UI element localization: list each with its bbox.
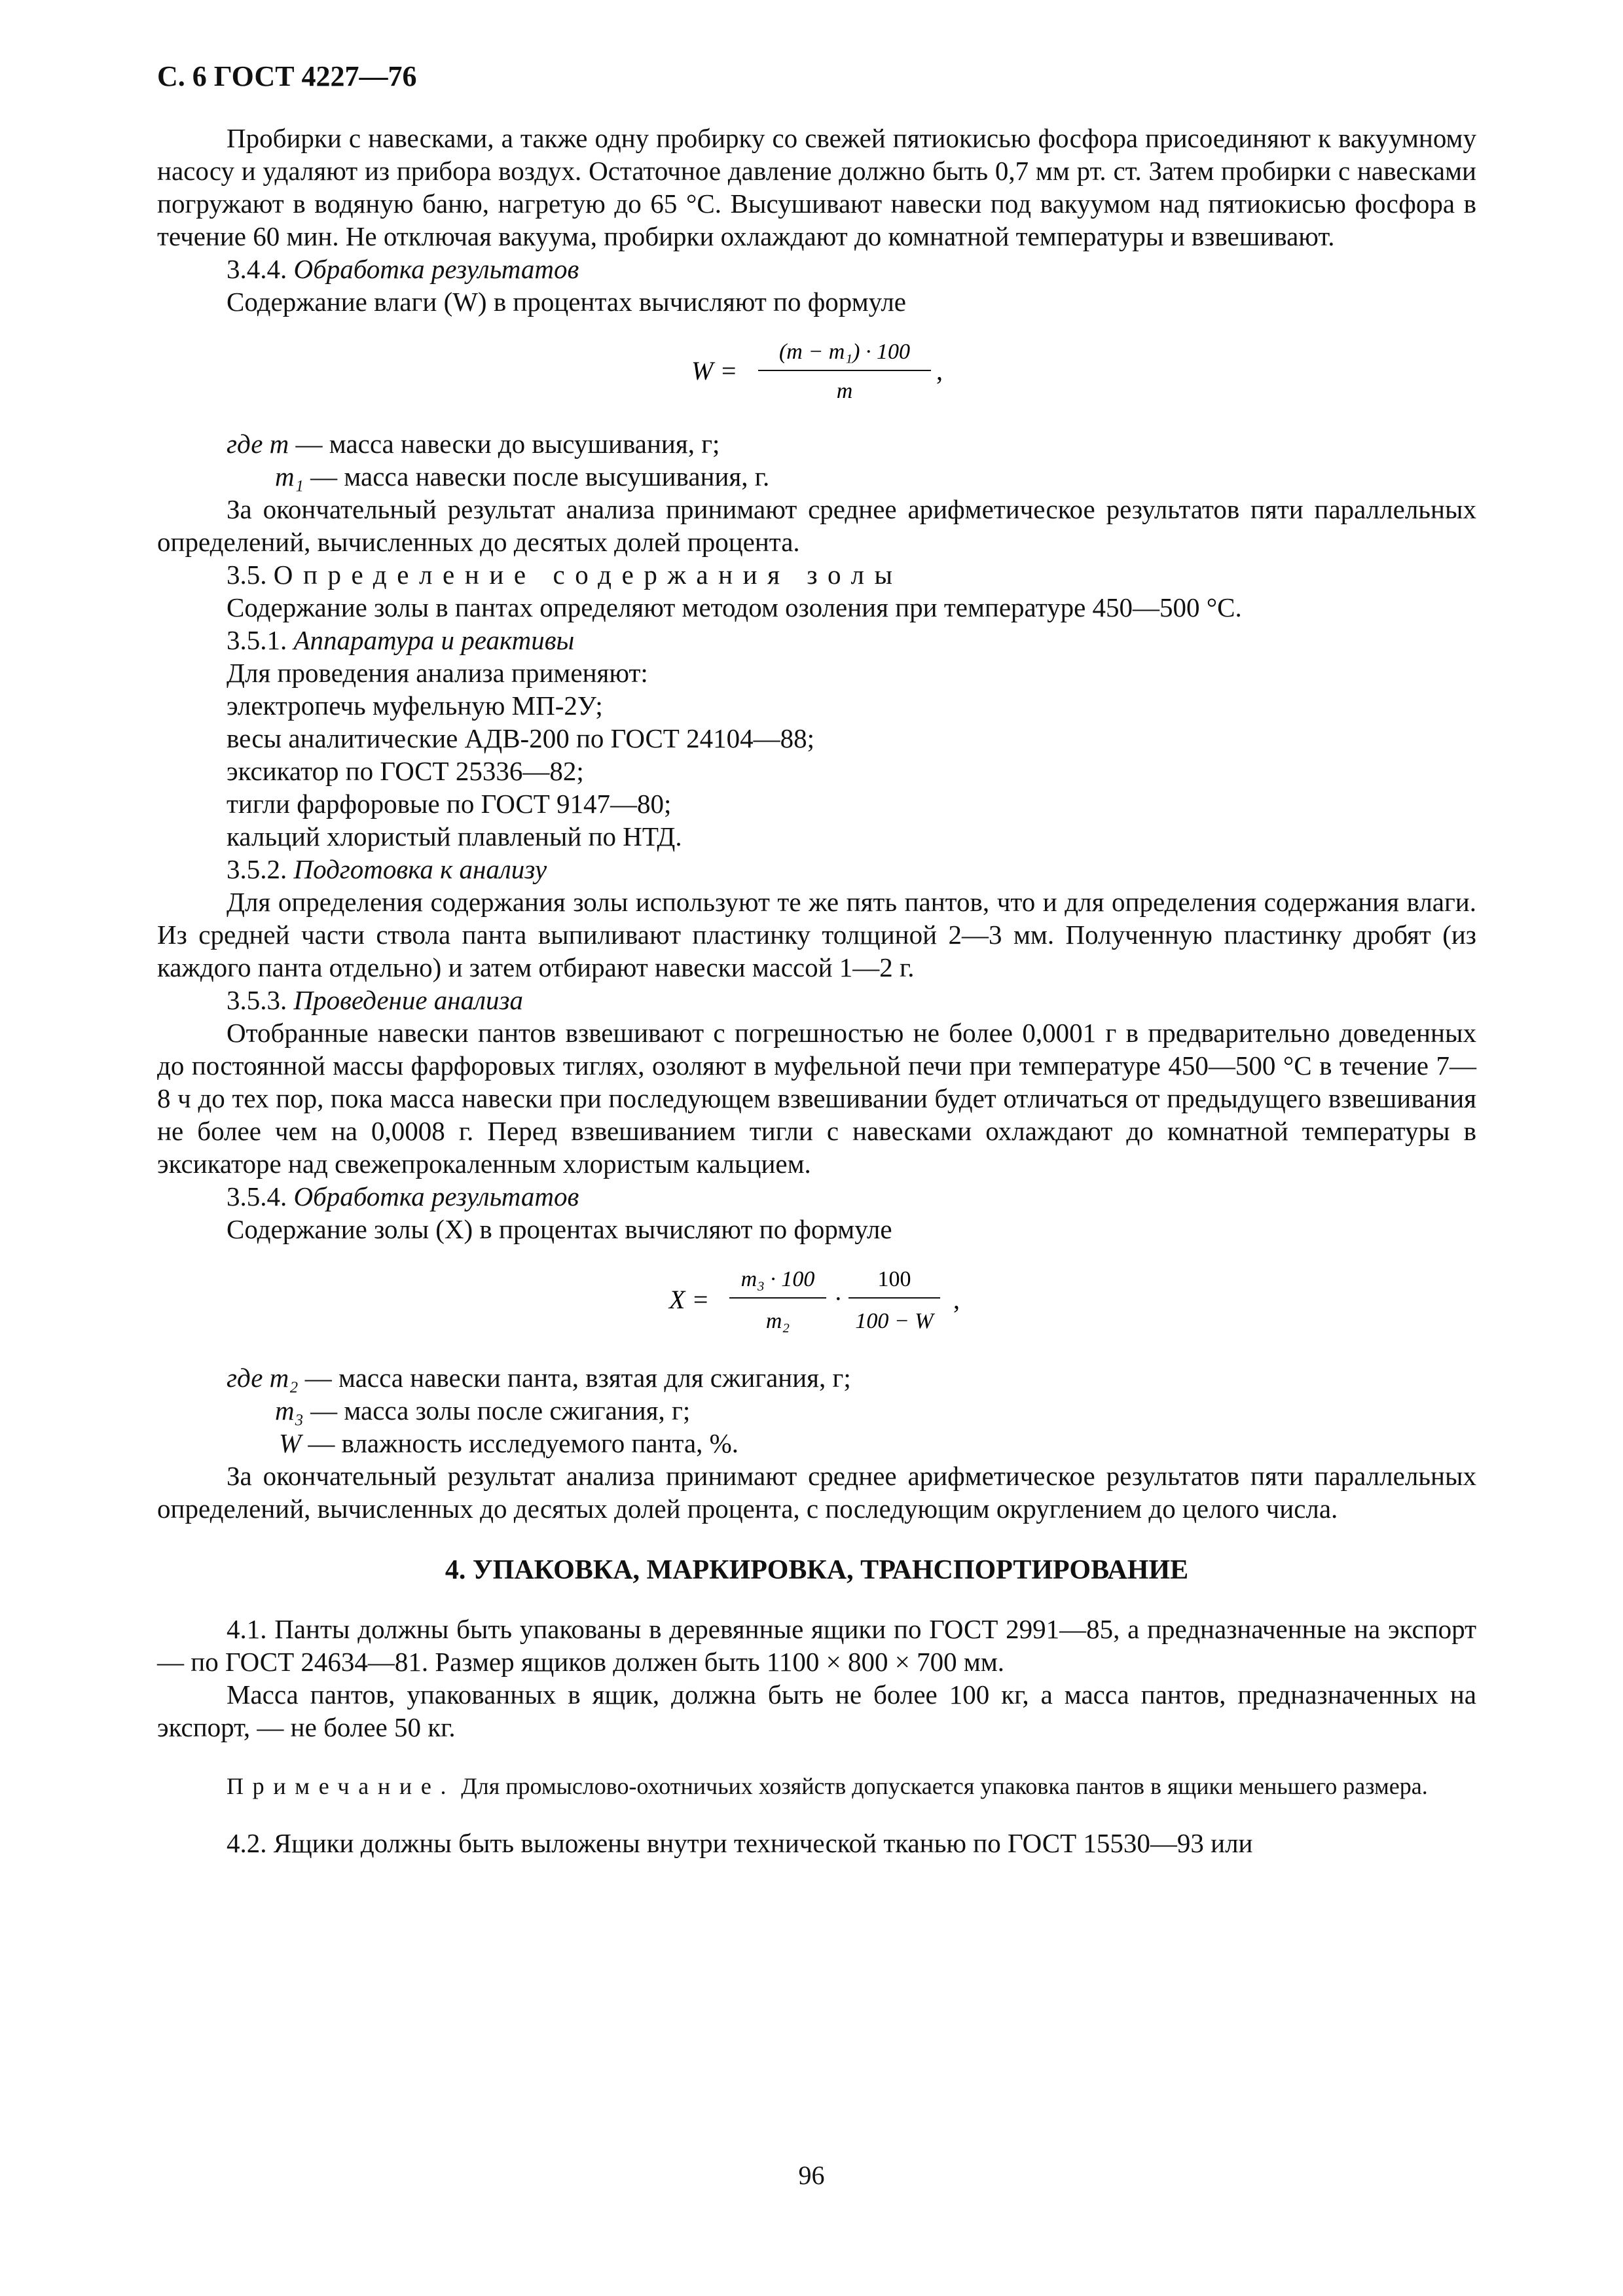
- legend-symbol: W: [279, 1428, 302, 1459]
- paragraph-4-1: 4.1. Панты должны быть упакованы в деревянные ящики по ГОСТ 2991—85, а предназначенные на экспорт — по ГОСТ 24634—81. Размер ящиков должен быть 1100 × 800 × 700 мм.: [157, 1613, 1476, 1677]
- legend-line-m1: [157, 460, 1476, 493]
- paragraph-4-1-mass: Масса пантов, упакованных в ящик, должна быть не более 100 кг, а масса пантов, предназначенных на экспорт, — не более 50 кг.: [157, 1679, 1476, 1742]
- apparatus-item: тигли фарфоровые по ГОСТ 9147—80;: [227, 788, 672, 819]
- moisture-formula-intro: Содержание влаги (W) в процентах вычисляют по формуле: [227, 286, 906, 317]
- ash-formula: [157, 1260, 1476, 1346]
- legend-line-m2: [157, 1361, 1476, 1394]
- legend-text: — масса золы после сжигания, г;: [310, 1395, 691, 1426]
- paragraph-vacuum-drying: Пробирки с навесками, а также одну пробирку со свежей пятиокисью фосфора присоединяют к вакуумному насосу и удаляют из прибора воздух. Остаточное давление должно быть 0,7 мм рт. ст. Затем пробирки с навесками погружают в водяную баню, нагретую до 65 °С. Высушивают навески под вакуумом над пятиокисью фосфора в течение 60 мин. Не отключая вакуума, пробирки охлаждают до комнатной температуры и взвешивают.: [157, 122, 1476, 251]
- subsection-3-5-3: [157, 984, 1476, 1016]
- paragraph-preparation: Для определения содержания золы используют те же пять пантов, что и для определения содержания влаги. Из средней части ствола панта выпиливают пластинку толщиной 2—3 мм. Полученную пластинку дробят (из каждого панта отдельно) и затем отбирают навески массой 1—2 г.: [157, 887, 1476, 983]
- ash-formula-svg: [666, 1260, 968, 1338]
- legend-symbol: m₁: [275, 461, 304, 492]
- legend-symbol: m₃: [275, 1395, 304, 1426]
- apparatus-item: электропечь муфельную МП-2У;: [227, 690, 603, 721]
- section-4-title: 4. УПАКОВКА, МАРКИРОВКА, ТРАНСПОРТИРОВАНИЕ: [445, 1555, 1189, 1586]
- section-title: Определение содержания золы: [273, 559, 903, 590]
- page-header: С. 6 ГОСТ 4227—76: [157, 60, 417, 92]
- subsection-3-5-1: [157, 624, 1476, 656]
- note: [157, 1772, 1476, 1801]
- subsection-number: 3.5.2.: [227, 853, 287, 884]
- apparatus-item: эксикатор по ГОСТ 25336—82;: [227, 755, 584, 786]
- apparatus-intro: Для проведения анализа применяют:: [227, 657, 648, 688]
- subsection-title: Аппаратура и реактивы: [293, 624, 575, 655]
- subsection-3-5-2: [157, 853, 1476, 886]
- legend-symbol: где m: [227, 428, 289, 459]
- legend-text: — масса навески панта, взятая для сжигания, г;: [304, 1363, 851, 1393]
- page-number: 96: [798, 2161, 825, 2190]
- subsection-number: 3.5.4.: [227, 1181, 287, 1212]
- note-label: Примечание.: [227, 1772, 456, 1799]
- formula-denominator-1: m₂: [765, 1309, 790, 1334]
- formula-lhs: X =: [668, 1285, 709, 1315]
- formula-lhs: W =: [691, 355, 737, 386]
- legend-text: — масса навески до высушивания, г;: [295, 428, 720, 459]
- note-text: Для промыслово-охотничьих хозяйств допускается упаковка пантов в ящики меньшего размера.: [461, 1772, 1428, 1799]
- moisture-formula-svg: [686, 332, 948, 404]
- paragraph-final-result-ash: За окончательный результат анализа принимают среднее арифметическое результатов пяти параллельных определений, вычисленных до десятых долей процента, с последующим округлением до целого числа.: [157, 1461, 1476, 1524]
- subsection-3-5-4: [157, 1180, 1476, 1213]
- formula-comma: ,: [936, 355, 943, 386]
- formula-numerator-1: m₃ · 100: [740, 1267, 814, 1292]
- subsection-number: 3.5.3.: [227, 985, 287, 1016]
- section-number: 3.5.: [227, 559, 267, 590]
- subsection-number: 3.4.4.: [227, 253, 287, 284]
- subsection-title: Подготовка к анализу: [293, 853, 547, 884]
- formula-denominator: m: [836, 378, 852, 403]
- formula-comma: ,: [953, 1285, 960, 1315]
- legend-line-m3: [157, 1394, 1476, 1427]
- moisture-formula: [157, 332, 1476, 412]
- legend-symbol: где m₂: [227, 1363, 299, 1393]
- formula-numerator: (m − m₁) · 100: [778, 339, 910, 364]
- apparatus-item: кальций хлористый плавленый по НТД.: [227, 821, 682, 852]
- subsection-title: Обработка результатов: [293, 1181, 579, 1212]
- formula-denominator-2: 100 − W: [854, 1309, 934, 1334]
- legend-line-m: [157, 427, 1476, 460]
- subsection-3-4-4: [157, 253, 1476, 285]
- legend-line-w: [157, 1427, 1476, 1460]
- formula-multiply-dot: ·: [833, 1285, 843, 1314]
- paragraph-ash-method: Содержание золы в пантах определяют методом озоления при температуре 450—500 °С.: [227, 592, 1242, 622]
- legend-text: — масса навески после высушивания, г.: [310, 461, 770, 492]
- apparatus-item: весы аналитические АДВ-200 по ГОСТ 24104—88;: [227, 723, 814, 753]
- subsection-title: Проведение анализа: [293, 985, 524, 1016]
- section-3-5-heading: [157, 558, 1476, 591]
- subsection-title: Обработка результатов: [293, 253, 579, 284]
- legend-text: — влажность исследуемого панта, %.: [308, 1428, 739, 1459]
- paragraph-4-2: 4.2. Ящики должны быть выложены внутри технической тканью по ГОСТ 15530—93 или: [227, 1827, 1253, 1858]
- text-body: [157, 59, 1476, 1859]
- ash-formula-intro: Содержание золы (X) в процентах вычисляют по формуле: [227, 1214, 892, 1245]
- subsection-number: 3.5.1.: [227, 624, 287, 655]
- formula-numerator-2: 100: [877, 1267, 911, 1292]
- paragraph-analysis-procedure: Отобранные навески пантов взвешивают с погрешностью не более 0,0001 г в предварительно доведенных до постоянной массы фарфоровых тиглях, озоляют в муфельной печи при температуре 450—500 °С в течение 7—8 ч до тех пор, пока масса навески при последующем взвешивании будет отличаться от предыдущего взвешивания не более чем на 0,0008 г. Перед взвешиванием тигли с навесками охлаждают до комнатной температуры в эксикаторе над свежепрокаленным хлористым кальцием.: [157, 1018, 1476, 1179]
- paragraph-final-result-moisture: За окончательный результат анализа принимают среднее арифметическое результатов пяти параллельных определений, вычисленных до десятых долей процента.: [157, 493, 1476, 557]
